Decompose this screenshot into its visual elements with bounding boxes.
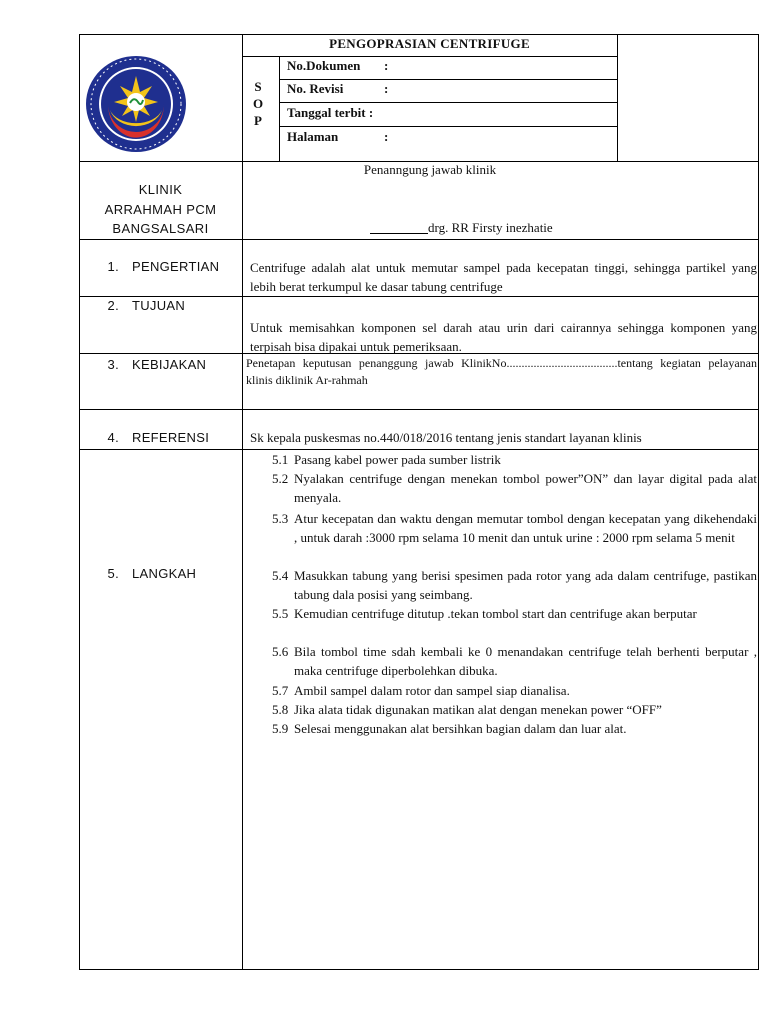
signature-line — [370, 233, 428, 234]
row-sep-pengertian — [79, 296, 758, 297]
step-item — [272, 567, 757, 604]
kebijakan-text: Penetapan keputusan penanggung jawab KlinikNo.....................................tentang kegiatan pelayanan klinis diklinik Ar-rahmah — [246, 356, 757, 387]
step-text: Ambil sampel dalam rotor dan sampel siap dianalisa. — [294, 683, 570, 698]
title-underline — [242, 56, 618, 57]
step-number: 5.7 — [272, 683, 289, 698]
step-text: Masukkan tabung yang berisi spesimen pada rotor yang ada dalam centrifuge, pastikan tabung dala posisi yang seimbang. — [294, 568, 757, 602]
meta-line-2 — [279, 102, 618, 103]
row-sep-clinic — [79, 239, 758, 240]
step-number: 5.5 — [272, 606, 289, 621]
section-number: 3. — [107, 357, 119, 372]
meta-halaman-label: Halaman — [287, 129, 339, 144]
sop-label — [248, 78, 268, 129]
meta-no-revisi-colon: : — [384, 81, 389, 96]
step-number: 5.3 — [272, 511, 289, 526]
table-bottom-border — [79, 969, 758, 970]
step-item — [272, 451, 757, 470]
sop-letter-o: O — [252, 96, 264, 111]
step-number: 5.1 — [272, 452, 289, 467]
responsible-label: Penanngung jawab klinik — [363, 162, 497, 177]
meta-line-3 — [279, 126, 618, 127]
step-item — [272, 701, 757, 720]
meta-no-dokumen-label: No.Dokumen — [287, 58, 361, 73]
step-number: 5.8 — [272, 702, 289, 717]
step-text: Pasang kabel power pada sumber listrik — [294, 452, 501, 467]
clinic-name-line-2: ARRAHMAH PCM — [104, 201, 217, 217]
step-number: 5.6 — [272, 644, 289, 659]
step-item — [272, 470, 757, 507]
section-number: 1. — [107, 259, 119, 274]
clinic-name-line-3: BANGSALSARI — [112, 221, 209, 236]
step-text: Jika alata tidak digunakan matikan alat dengan menekan power “OFF” — [294, 702, 662, 717]
step-number: 5.2 — [272, 471, 289, 486]
table-left-border — [79, 34, 80, 970]
section-number: 5. — [107, 566, 119, 581]
section-title: REFERENSI — [132, 430, 210, 445]
tujuan-text: Untuk memisahkan komponen sel darah atau urin dari cairannya sehingga komponen yang terpisah bisa dipakai untuk pemeriksaan. — [250, 320, 757, 354]
step-number: 5.4 — [272, 568, 289, 583]
meta-no-dokumen-colon: : — [384, 58, 389, 73]
section-number: 2. — [107, 298, 119, 313]
meta-tanggal-terbit-label: Tanggal terbit : — [287, 105, 374, 120]
step-item — [272, 643, 757, 680]
sop-divider — [279, 56, 280, 161]
document-title: PENGOPRASIAN CENTRIFUGE — [329, 36, 530, 51]
clinic-name-line-1: KLINIK — [138, 182, 183, 197]
section-title: LANGKAH — [132, 566, 197, 581]
meta-no-revisi-label: No. Revisi — [287, 81, 344, 96]
header-right-divider — [617, 34, 618, 161]
pengertian-text: Centrifuge adalah alat untuk memutar sampel pada kecepatan tinggi, sehingga partikel yang lebih berat terkumpul ke dasar tabung centrifuge — [250, 260, 757, 294]
step-text: Nyalakan centrifuge dengan menekan tombol power”ON” dan layar digital pada alat menyala. — [294, 471, 757, 505]
responsible-name: drg. RR Firsty inezhatie — [428, 220, 553, 235]
step-item — [272, 605, 757, 624]
section-title: PENGERTIAN — [132, 259, 220, 274]
table-right-border — [758, 34, 759, 970]
referensi-text: Sk kepala puskesmas no.440/018/2016 tentang jenis standart layanan klinis — [250, 430, 642, 445]
section-number: 4. — [107, 430, 119, 445]
step-item — [272, 682, 757, 701]
clinic-name — [79, 180, 242, 239]
section-title: KEBIJAKAN — [132, 357, 207, 372]
meta-halaman-colon: : — [384, 129, 389, 144]
clinic-logo — [84, 52, 188, 156]
step-text: Kemudian centrifuge ditutup .tekan tombol start dan centrifuge akan berputar — [294, 606, 697, 621]
row-sep-kebijakan — [79, 409, 758, 410]
table-top-border — [79, 34, 758, 35]
meta-line-1 — [279, 79, 618, 80]
step-item — [272, 720, 757, 739]
step-item — [272, 510, 757, 547]
step-number: 5.9 — [272, 721, 289, 736]
sop-letter-p: P — [254, 113, 262, 128]
step-text: Selesai menggunakan alat bersihkan bagian dalam dan luar alat. — [294, 721, 627, 736]
section-title: TUJUAN — [132, 298, 186, 313]
step-text: Atur kecepatan dan waktu dengan memutar tombol dengan kecepatan yang dikehendaki , untuk darah :3000 rpm selama 10 menit dan untuk urine : 2000 rpm selama 5 menit — [294, 511, 757, 545]
row-sep-referensi — [79, 449, 758, 450]
step-text: Bila tombol time sdah kembali ke 0 menandakan centrifuge telah berhenti berputar , maka centrifuge diperbolehkan dibuka. — [294, 644, 757, 678]
sop-letter-s: S — [254, 79, 262, 94]
